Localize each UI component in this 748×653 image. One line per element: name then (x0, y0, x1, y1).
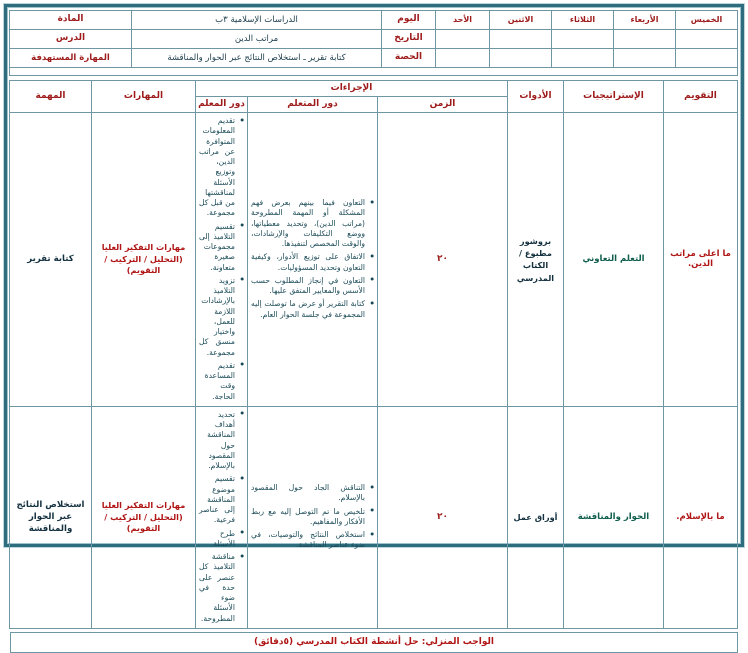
row2-teacher-role (196, 406, 248, 628)
row1-teacher-role (196, 113, 248, 407)
row1-tools: بروشور مطبوع / الكتاب المدرسي (508, 113, 564, 407)
day-thursday: الخميس (676, 11, 738, 30)
row2-tools: أوراق عمل (508, 406, 564, 628)
row1-time: ٢٠ (378, 113, 508, 407)
info-row-subject (10, 11, 738, 30)
row2-skills: مهارات التفكير العليا (التحليل / التركيب / التقويم) (92, 406, 196, 628)
period-value-monday[interactable] (490, 49, 552, 68)
row1-teacher-bullets (199, 116, 244, 402)
info-row-skill (10, 49, 738, 68)
date-label: التاريخ (382, 30, 436, 49)
row2-teacher-bullets (199, 410, 244, 624)
list-item: ● تحديد أهداف المناقشة حول المقصود بالإسلام. (199, 410, 244, 472)
period-value-tuesday[interactable] (552, 49, 614, 68)
list-item: ● التعاون في إنجاز المطلوب حسب الأسس والمعايير المتفق عليها. (251, 276, 374, 297)
row1-task: كتابة تقرير (10, 113, 92, 407)
list-item: ● تقديم المساعدة وقت الحاجة. (199, 361, 244, 402)
list-item: ● تلخيص ما تم التوصل إليه مع ربط الأفكار والمفاهيم. (251, 507, 374, 528)
date-value-wednesday[interactable] (614, 30, 676, 49)
header-teacher-role: دور المعلم (196, 97, 248, 113)
table-row (10, 113, 738, 407)
table-header-row-1 (10, 81, 738, 97)
homework-text: الواجب المنزلي: حل أنشطة الكتاب المدرسي (٥دقائق) (11, 632, 738, 652)
subject-label: المادة (10, 11, 132, 30)
header-time: الزمن (378, 97, 508, 113)
row1-learner-bullets (251, 198, 374, 320)
row2-learner-role (248, 406, 378, 628)
lesson-plan-table (9, 80, 738, 629)
list-item: ● التعاون فيما بينهم بعرض فهم المشكلة أو المهمة المطروحة (مراتب الدين)، وتحديد معطياتها، ووضع التكليفات والإرشادات، والوقت المخصص لتنفيذها. (251, 198, 374, 249)
list-item: ● تزويد التلاميذ بالإرشادات اللازمة للعمل، واختيار منسق كل مجموعة. (199, 276, 244, 358)
row2-learner-bullets (251, 483, 374, 551)
row1-assessment: ما اعلى مراتب الدين. (664, 113, 738, 407)
header-tools: الأدوات (508, 81, 564, 113)
homework-row (11, 632, 738, 652)
list-item: ● الاتفاق على توزيع الأدوار، وكيفية التعاون وتحديد المسؤوليات. (251, 252, 374, 273)
day-sunday: الأحد (436, 11, 490, 30)
period-value-thursday[interactable] (676, 49, 738, 68)
row1-strategies: التعلم التعاوني (564, 113, 664, 407)
header-learner-role: دور المتعلم (248, 97, 378, 113)
day-label: اليوم (382, 11, 436, 30)
date-value-monday[interactable] (490, 30, 552, 49)
list-item: ● تقسيم موضوع المناقشة إلى عناصر فرعية. (199, 474, 244, 525)
date-value-thursday[interactable] (676, 30, 738, 49)
info-spacer-cell (10, 68, 738, 76)
row1-learner-role (248, 113, 378, 407)
list-item: ● تقسيم التلاميذ إلى مجموعات صغيرة متعاونة. (199, 222, 244, 273)
list-item: ● تقديم المعلومات المتوافرة عن مراتب الدين، وتوزيع الأسئلة لمناقشتها من قبل كل مجموعة. (199, 116, 244, 219)
list-item: ● مناقشة التلاميذ كل عنصر على حدة في ضوء الأسئلة المطروحة. (199, 552, 244, 624)
target-skill-label: المهارة المستهدفة (10, 49, 132, 68)
list-item: ● التناقش الجاد حول المقصود بالإسلام. (251, 483, 374, 504)
list-item: ● استخلاص النتائج والتوصيات، في ضوء عناصر المناقشة. (251, 530, 374, 551)
day-wednesday: الأربعاء (614, 11, 676, 30)
row2-task: استخلاص النتائج عبر الحوار والمناقشة (10, 406, 92, 628)
lesson-value: مراتب الدين (132, 30, 382, 49)
period-value-wednesday[interactable] (614, 49, 676, 68)
homework-table (10, 632, 738, 653)
row1-skills: مهارات التفكير العليا (التحليل / التركيب / التقويم) (92, 113, 196, 407)
header-task: المهمة (10, 81, 92, 113)
header-procedures: الإجراءات (196, 81, 508, 97)
period-label: الحصة (382, 49, 436, 68)
lesson-info-table (9, 10, 738, 76)
header-assessment: التقويم (664, 81, 738, 113)
header-strategies: الإستراتيجيات (564, 81, 664, 113)
day-tuesday: الثلاثاء (552, 11, 614, 30)
row2-time: ٢٠ (378, 406, 508, 628)
content-area (10, 10, 738, 647)
row2-strategies: الحوار والمناقشة (564, 406, 664, 628)
info-row-lesson (10, 30, 738, 49)
row2-assessment: ما بالإسلام. (664, 406, 738, 628)
date-value-tuesday[interactable] (552, 30, 614, 49)
subject-value: الدراسات الإسلامية ٣ب (132, 11, 382, 30)
day-monday: الاثنين (490, 11, 552, 30)
period-value-sunday[interactable] (436, 49, 490, 68)
info-spacer-row (10, 68, 738, 76)
list-item: ● طرح الأسئلة. (199, 529, 244, 550)
table-row (10, 406, 738, 628)
date-value-sunday[interactable] (436, 30, 490, 49)
lesson-label: الدرس (10, 30, 132, 49)
header-skills: المهارات (92, 81, 196, 113)
list-item: ● كتابة التقرير أو عرض ما توصلت إليه المجموعة في جلسة الحوار العام. (251, 299, 374, 320)
target-skill-value: كتابة تقرير ـ استخلاص النتائج عبر الحوار والمناقشة (132, 49, 382, 68)
